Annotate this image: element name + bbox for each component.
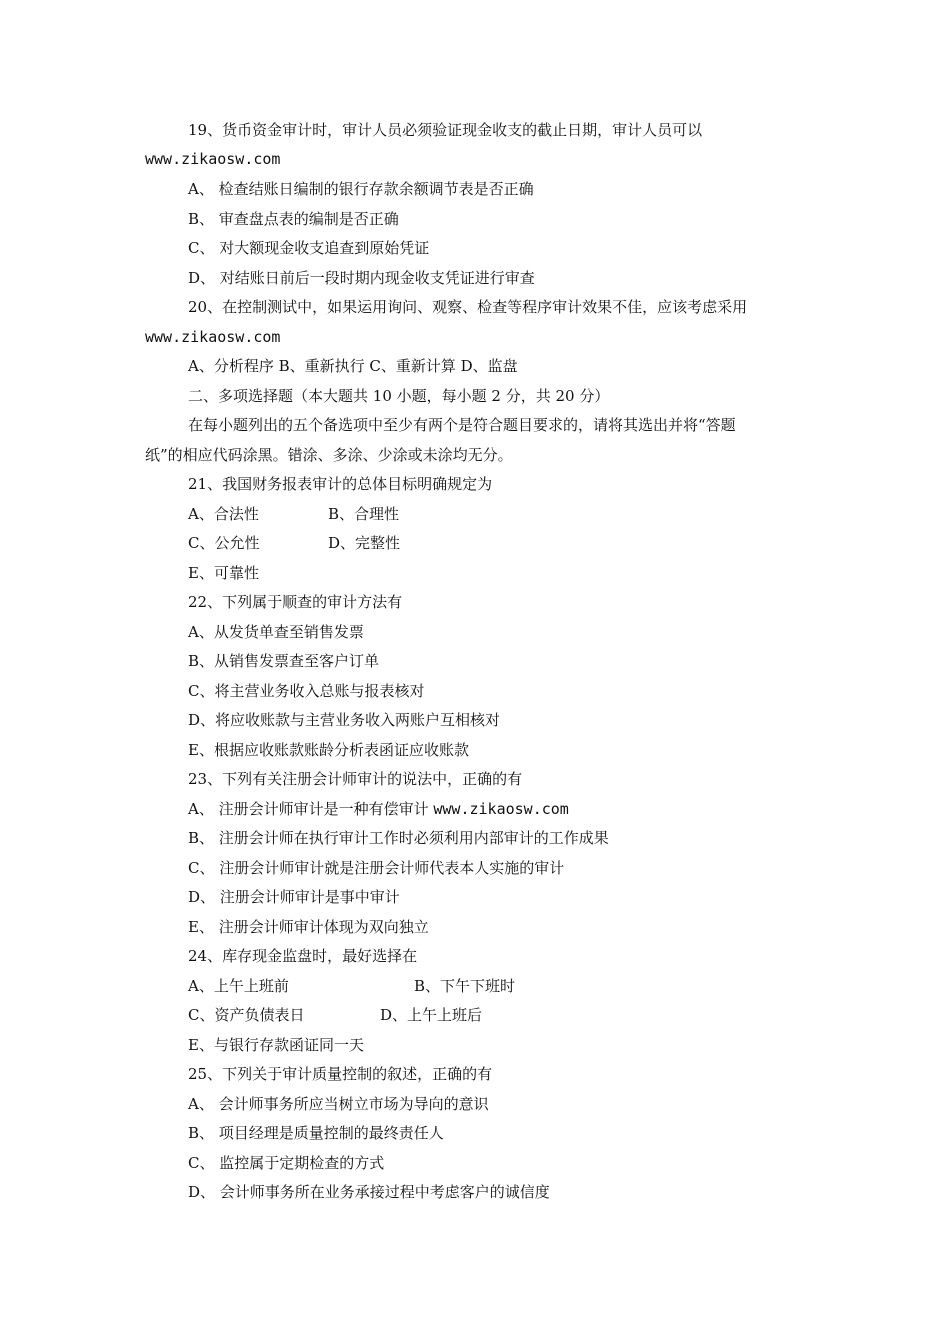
q23-option-a-url: www.zikaosw.com [433, 800, 569, 818]
q22-option-d: D、将应收账款与主营业务收入两账户互相核对 [188, 711, 501, 729]
q21-option-b: B、合理性 [328, 505, 400, 523]
q20-url: www.zikaosw.com [145, 328, 281, 346]
q21-row-2 [188, 529, 868, 559]
q23-row-a [188, 795, 868, 825]
q19-option-b: B、 审查盘点表的编制是否正确 [188, 210, 399, 228]
q24-option-a: A、上午上班前 [188, 977, 289, 995]
q20-stem: 20、在控制测试中，如果运用询问、观察、检查等程序审计效果不佳，应该考虑采用 [188, 298, 748, 316]
q22-stem: 22、下列属于顺查的审计方法有 [188, 593, 403, 611]
q23-option-b: B、 注册会计师在执行审计工作时必须利用内部审计的工作成果 [188, 829, 609, 847]
q25-option-a: A、 会计师事务所应当树立市场为导向的意识 [188, 1095, 489, 1113]
q23-stem: 23、下列有关注册会计师审计的说法中，正确的有 [188, 770, 523, 788]
q23-option-a: A、 注册会计师审计是一种有偿审计 [188, 800, 434, 818]
q23-option-e: E、 注册会计师审计体现为双向独立 [188, 918, 429, 936]
q23-option-c: C、 注册会计师审计就是注册会计师代表本人实施的审计 [188, 859, 565, 877]
q21-option-a: A、合法性 [188, 505, 259, 523]
q25-stem: 25、下列关于审计质量控制的叙述，正确的有 [188, 1065, 493, 1083]
q25-option-d: D、 会计师事务所在业务承接过程中考虑客户的诚信度 [188, 1183, 550, 1201]
q22-option-a: A、从发货单查至销售发票 [188, 623, 364, 641]
q19-stem: 19、货币资金审计时，审计人员必须验证现金收支的截止日期，审计人员可以 [188, 121, 703, 139]
q25-option-b: B、 项目经理是质量控制的最终责任人 [188, 1124, 444, 1142]
q19-url: www.zikaosw.com [145, 150, 281, 168]
q22-option-c: C、将主营业务收入总账与报表核对 [188, 682, 425, 700]
q21-stem: 21、我国财务报表审计的总体目标明确规定为 [188, 475, 493, 493]
q21-option-d: D、完整性 [328, 534, 401, 552]
q24-stem: 24、库存现金监盘时，最好选择在 [188, 947, 418, 965]
section-title: 二、多项选择题（本大题共 10 小题，每小题 2 分，共 20 分） [188, 387, 610, 405]
section-instruction-2: 纸”的相应代码涂黑。错涂、多涂、少涂或未涂均无分。 [145, 446, 513, 464]
q20-options: A、分析程序 B、重新执行 C、重新计算 D、监盘 [188, 357, 518, 375]
q25-option-c: C、 监控属于定期检查的方式 [188, 1154, 385, 1172]
q22-option-b: B、从销售发票查至客户订单 [188, 652, 380, 670]
q21-option-c: C、公允性 [188, 534, 260, 552]
q22-option-e: E、根据应收账款账龄分析表函证应收账款 [188, 741, 469, 759]
section-instruction-1: 在每小题列出的五个备选项中至少有两个是符合题目要求的，请将其选出并将“答题 [188, 416, 736, 434]
q24-row-1 [188, 972, 868, 1002]
q24-option-b: B、下午下班时 [414, 977, 516, 995]
q19-option-d: D、 对结账日前后一段时期内现金收支凭证进行审查 [188, 269, 535, 287]
q19-option-a: A、 检查结账日编制的银行存款余额调节表是否正确 [188, 180, 534, 198]
q24-option-e: E、与银行存款函证同一天 [188, 1036, 364, 1054]
q24-option-c: C、资产负债表日 [188, 1006, 305, 1024]
q23-option-d: D、 注册会计师审计是事中审计 [188, 888, 400, 906]
q19-option-c: C、 对大额现金收支追查到原始凭证 [188, 239, 430, 257]
q24-row-2 [188, 1001, 868, 1031]
q21-option-e: E、可靠性 [188, 564, 259, 582]
q21-row-1 [188, 500, 868, 530]
q24-option-d: D、上午上班后 [380, 1006, 483, 1024]
